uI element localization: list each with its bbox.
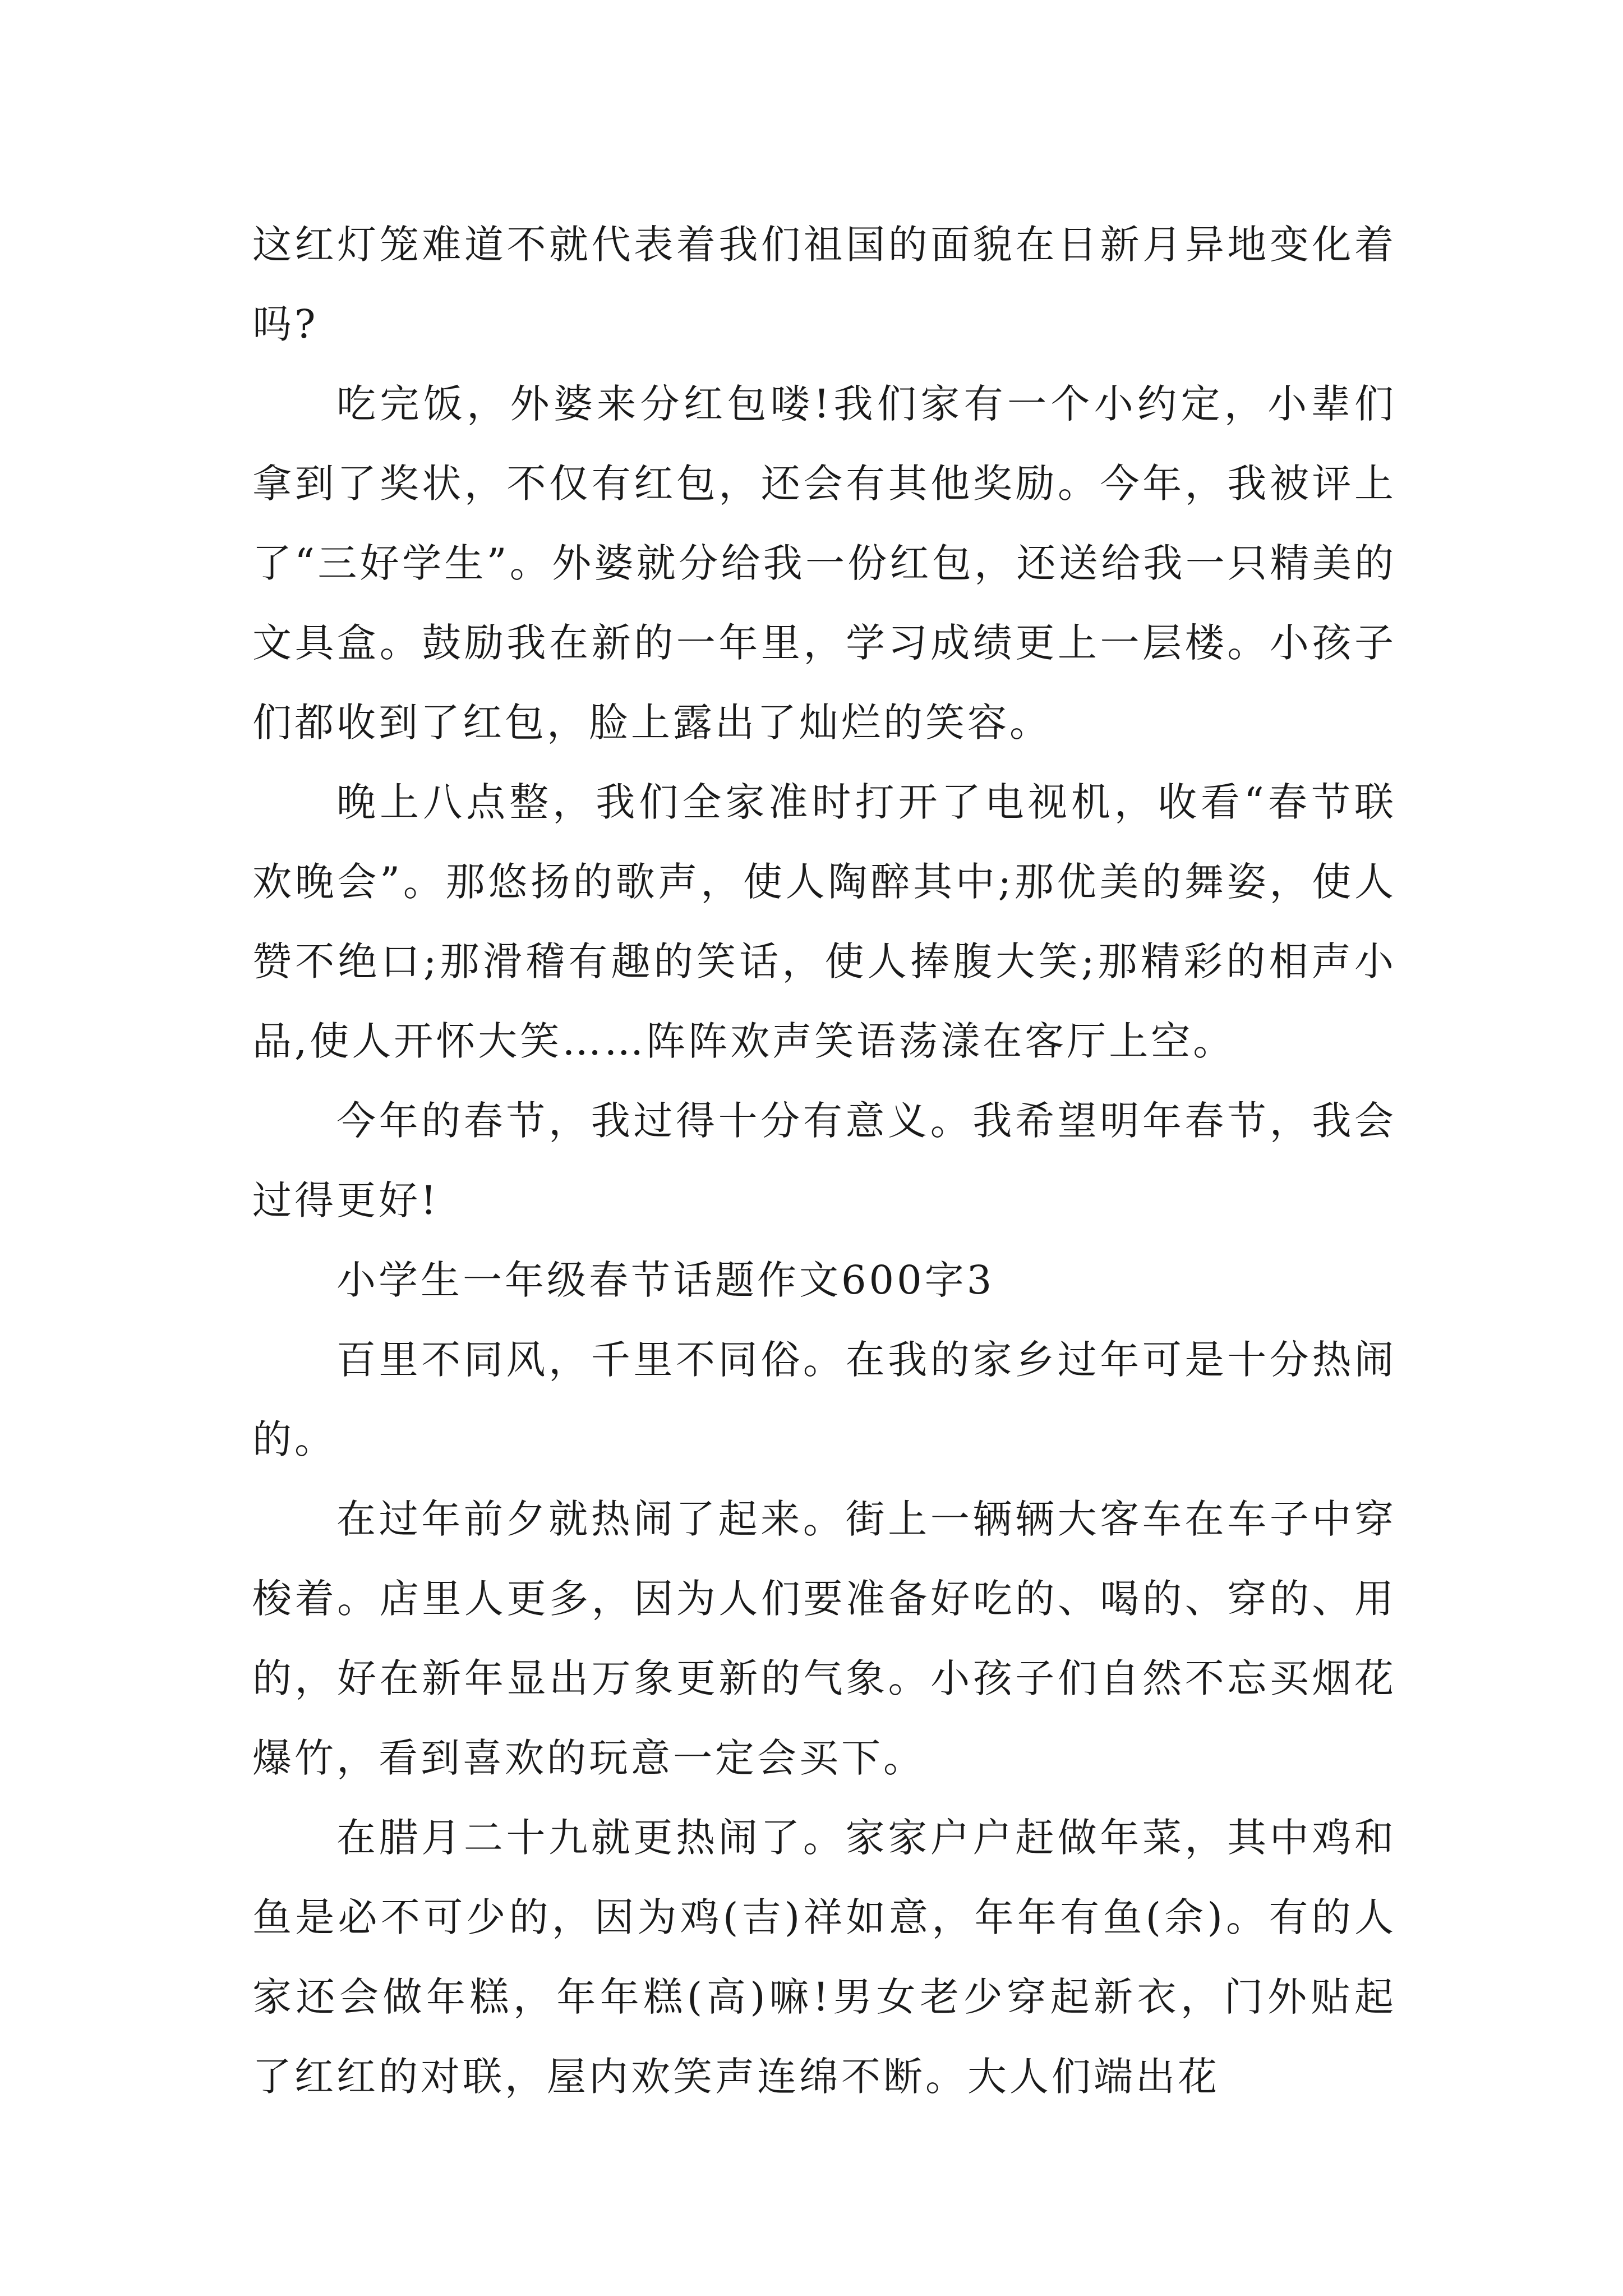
- paragraph-twenty-ninth: 在腊月二十九就更热闹了。家家户户赶做年菜，其中鸡和鱼是必不可少的，因为鸡(吉)祥如意，年年有鱼(余)。有的人家还会做年糕，年年糕(高)嘛!男女老少穿起新衣，门外贴起了红红的对联，屋内欢笑声连绵不断。大人们端出花: [252, 1815, 1396, 2100]
- paragraph-red-envelopes: 吃完饭，外婆来分红包喽!我们家有一个小约定，小辈们拿到了奖状，不仅有红包，还会有其他奖励。今年，我被评上了“三好学生”。外婆就分给我一份红包，还送给我一只精美的文具盒。鼓励我在新的一年里，学习成绩更上一层楼。小孩子们都收到了红包，脸上露出了灿烂的笑容。: [252, 381, 1396, 746]
- paragraph-continuation: 这红灯笼难道不就代表着我们祖国的面貌在日新月异地变化着吗?: [252, 222, 1396, 347]
- paragraph-spring-gala: 晚上八点整，我们全家准时打开了电视机，收看“春节联欢晚会”。那悠扬的歌声，使人陶醉其中;那优美的舞姿，使人赞不绝口;那滑稽有趣的笑话，使人捧腹大笑;那精彩的相声小品,使人开怀大笑……阵阵欢声笑语荡漾在客厅上空。: [252, 779, 1396, 1064]
- essay-heading: 小学生一年级春节话题作文600字3: [336, 1257, 995, 1303]
- essay-text: [252, 205, 1396, 2116]
- paragraph-hometown-customs: 百里不同风，千里不同俗。在我的家乡过年可是十分热闹的。: [252, 1337, 1396, 1462]
- paragraph-meaningful-festival: 今年的春节，我过得十分有意义。我希望明年春节，我会过得更好!: [252, 1098, 1396, 1223]
- paragraph-new-year-eve: 在过年前夕就热闹了起来。街上一辆辆大客车在车子中穿梭着。店里人更多，因为人们要准备好吃的、喝的、穿的、用的，好在新年显出万象更新的气象。小孩子们自然不忘买烟花爆竹，看到喜欢的玩意一定会买下。: [252, 1496, 1396, 1781]
